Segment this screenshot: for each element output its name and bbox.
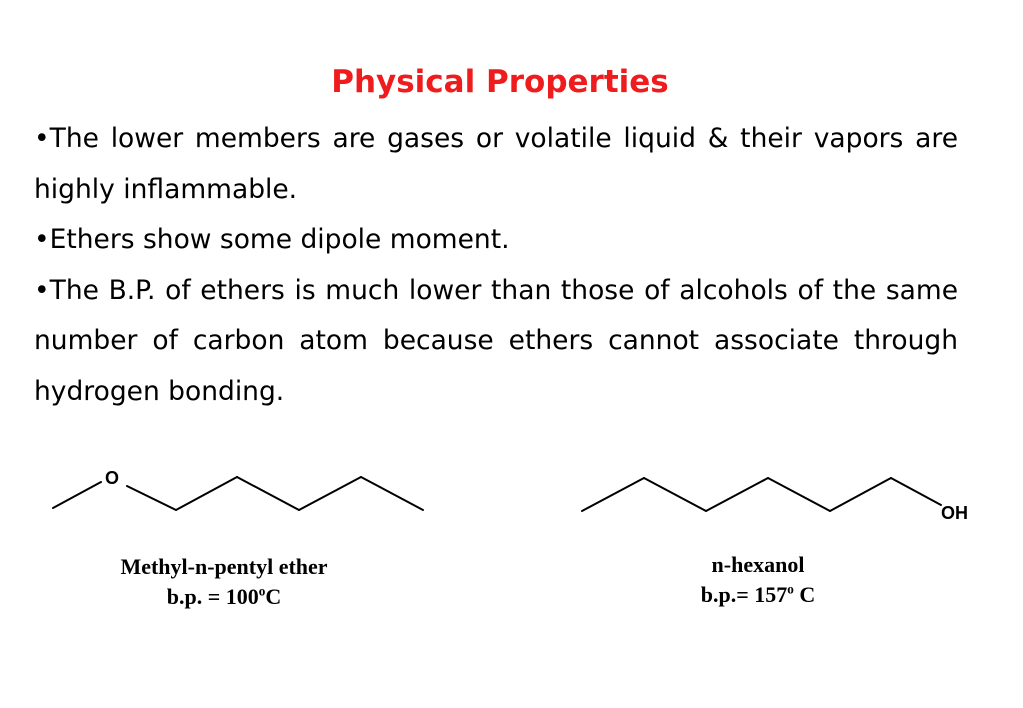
ether-bond [176,477,237,510]
hexanol-name: n-hexanol [711,552,805,577]
hexanol-bond [768,478,830,511]
hexanol-bond [582,478,644,511]
ether-bond [299,477,361,510]
hexanol-bp-value: b.p.= 157 [700,582,788,607]
ether-bp-unit: C [265,584,282,609]
hexanol-skeletal-structure [582,478,941,511]
bullet-boiling-point: •The B.P. of ethers is much lower than those of alcohols of the same number of carbon atom because ethers cannot associate through hydrogen bonding. [34,274,958,407]
ether-name: Methyl-n-pentyl ether [120,554,328,579]
ether-bond [127,486,176,510]
hexanol-bp-unit: C [793,582,816,607]
ether-caption [74,552,374,612]
ether-bp-degree: o [258,583,266,599]
ether-oxygen-label: O [105,468,120,488]
hexanol-bond [706,478,768,511]
hexanol-bond [644,478,706,511]
bullet-volatility: •The lower members are gases or volatile liquid & their vapors are highly inflammable. [34,123,958,205]
hexanol-caption [618,550,898,610]
hexanol-bp-degree: o [787,581,794,597]
hexanol-bond [891,478,941,505]
ether-boiling-point [74,582,374,612]
ether-bond [361,477,423,510]
slide-title: Physical Properties [331,64,669,100]
ether-bond [53,482,101,508]
hydroxyl-label: OH [941,503,968,523]
hexanol-boiling-point [618,580,898,610]
ether-bond [237,477,299,510]
hexanol-bond [830,478,891,511]
ether-bp-value: b.p. = 100 [166,584,259,609]
bullet-dipole-moment: •Ethers show some dipole moment. [34,224,510,255]
